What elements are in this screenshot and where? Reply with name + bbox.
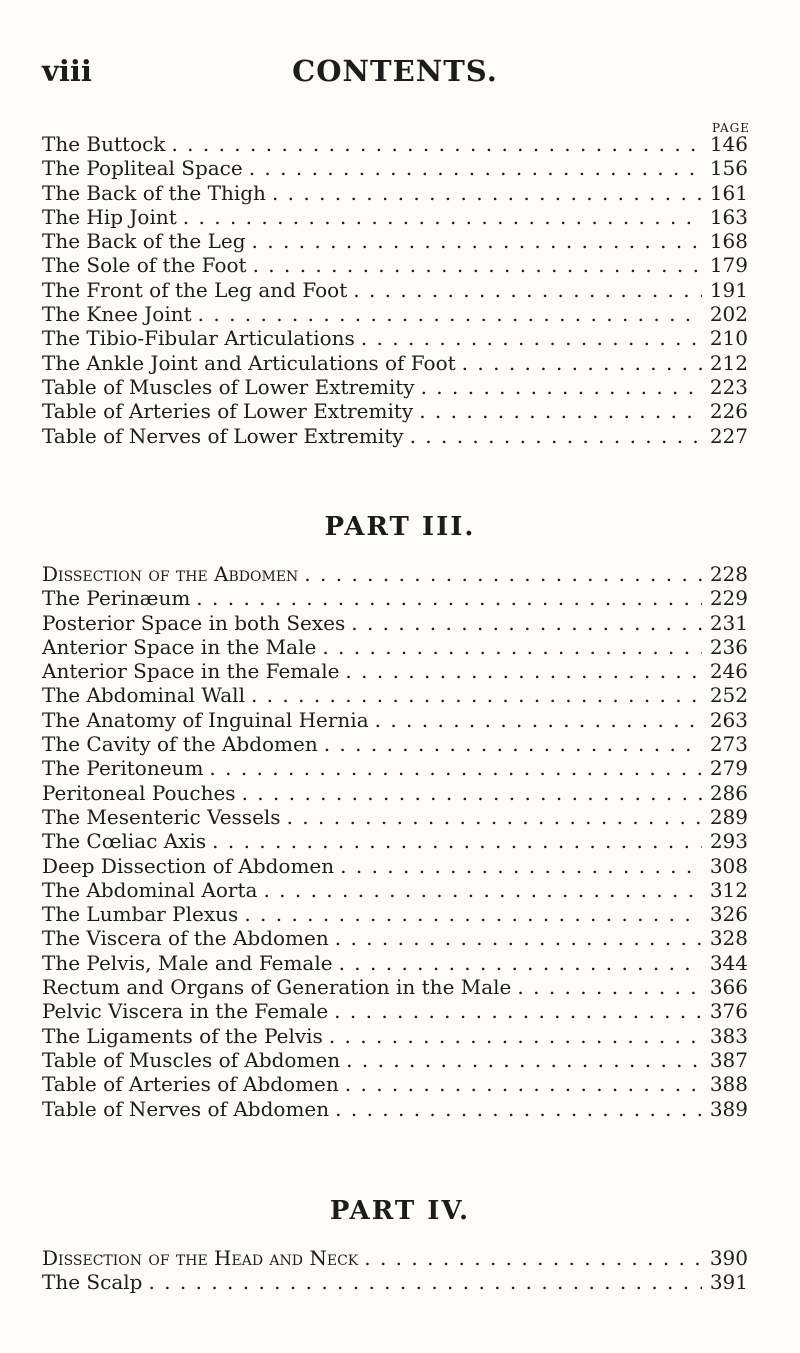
toc-entry-page: 191 <box>709 277 748 302</box>
toc-entry-title: Rectum and Organs of Generation in the Male <box>42 975 512 1000</box>
toc-entry-title: The Knee Joint <box>42 302 192 327</box>
toc-entry <box>42 1072 748 1096</box>
dot-leader <box>333 951 702 975</box>
toc-entry-title: The Front of the Leg and Foot <box>42 277 348 302</box>
toc-entry <box>42 302 748 326</box>
page-number: viii <box>42 54 92 88</box>
toc-entry <box>42 1097 748 1121</box>
toc-entry-page: 387 <box>709 1047 748 1072</box>
toc-entry-title: Posterior Space in both Sexes <box>42 610 346 635</box>
toc-entry-title: The Buttock <box>42 132 166 156</box>
page-column-label: PAGE <box>712 121 750 135</box>
toc-entry <box>42 375 748 399</box>
toc-entry-title: The Scalp <box>42 1270 143 1295</box>
dot-leader <box>238 902 702 926</box>
toc-entry <box>42 562 748 586</box>
toc-entry <box>42 683 748 707</box>
dot-leader <box>347 278 702 302</box>
toc-entry-page: 146 <box>709 132 748 156</box>
dot-leader <box>355 326 702 350</box>
toc-entry-title: The Ankle Joint and Articulations of Foot <box>42 350 456 375</box>
dot-leader <box>323 1024 702 1048</box>
toc-entry <box>42 756 748 780</box>
toc-entry-page: 312 <box>709 877 748 902</box>
toc-entry-page: 236 <box>709 634 748 659</box>
toc-entry <box>42 586 748 610</box>
dot-leader <box>246 229 702 253</box>
part-heading: PART III. <box>324 512 476 542</box>
toc-entry-page: 246 <box>709 659 748 684</box>
toc-entry <box>42 878 748 902</box>
toc-entry-page: 161 <box>709 180 748 205</box>
toc-entry-page: 383 <box>709 1023 748 1048</box>
toc-entry-title: The Anatomy of Inguinal Hernia <box>42 707 369 732</box>
toc-entry <box>42 902 748 926</box>
toc-entry <box>42 278 748 302</box>
toc-entry <box>42 253 748 277</box>
dot-leader <box>340 1048 702 1072</box>
toc-entry-title: The Cavity of the Abdomen <box>42 732 318 757</box>
toc-entry-page: 163 <box>709 204 748 229</box>
dot-leader <box>316 635 702 659</box>
toc-entry-page: 389 <box>709 1096 748 1121</box>
dot-leader <box>245 683 702 707</box>
dot-leader <box>339 659 702 683</box>
toc-entry <box>42 732 748 756</box>
toc-entry-page: 228 <box>709 562 748 586</box>
dot-leader <box>358 1246 702 1270</box>
dot-leader <box>318 732 702 756</box>
dot-leader <box>415 375 702 399</box>
toc-entry-page: 223 <box>709 374 748 399</box>
dot-leader <box>329 926 702 950</box>
toc-entry-title: The Abdominal Aorta <box>42 877 258 902</box>
toc-entry-title: The Ligaments of the Pelvis <box>42 1023 323 1048</box>
dot-leader <box>142 1270 702 1294</box>
toc-entry <box>42 399 748 423</box>
toc-entry <box>42 926 748 950</box>
dot-leader <box>257 878 702 902</box>
toc-entry <box>42 708 748 732</box>
toc-entry-page: 202 <box>709 302 748 327</box>
toc-entry-page: 179 <box>709 253 748 278</box>
toc-entry-title: The Popliteal Space <box>42 156 243 181</box>
dot-leader <box>243 156 702 180</box>
toc-entry-page: 388 <box>709 1072 748 1097</box>
toc-entry <box>42 229 748 253</box>
dot-leader <box>369 708 702 732</box>
toc-entry <box>42 205 748 229</box>
toc-entry <box>42 156 748 180</box>
dot-leader <box>404 424 702 448</box>
toc-entry-title: The Back of the Leg <box>42 229 246 254</box>
dot-leader <box>203 756 702 780</box>
part-heading: PART IV. <box>329 1196 471 1226</box>
toc-entry-title: The Pelvis, Male and Female <box>42 950 333 975</box>
toc-entry <box>42 854 748 878</box>
toc-entry-page: 344 <box>709 950 748 975</box>
toc-entry <box>42 829 748 853</box>
toc-entry-title: The Perinæum <box>42 586 191 611</box>
toc-entry-page: 328 <box>709 926 748 951</box>
toc-entry-page: 308 <box>709 853 748 878</box>
dot-leader <box>329 1097 702 1121</box>
toc-entry <box>42 999 748 1023</box>
toc-entry <box>42 181 748 205</box>
toc-entry-title: The Lumbar Plexus <box>42 902 239 927</box>
toc-entry-title: Table of Arteries of Abdomen <box>42 1072 339 1097</box>
toc-entry <box>42 351 748 375</box>
running-head: CONTENTS. <box>292 54 498 88</box>
toc-entry <box>42 975 748 999</box>
toc-entry-page: 231 <box>709 610 748 635</box>
toc-entry-page: 227 <box>709 423 748 448</box>
toc-entry-title: The Cœliac Axis <box>42 829 207 854</box>
toc-entry-page: 376 <box>709 999 748 1024</box>
toc-entry-page: 212 <box>709 350 748 375</box>
dot-leader <box>334 854 702 878</box>
toc-entry <box>42 326 748 350</box>
toc-entry <box>42 781 748 805</box>
dot-leader <box>328 999 702 1023</box>
dot-leader <box>266 181 702 205</box>
toc-entry <box>42 424 748 448</box>
toc-entry-page: 156 <box>709 156 748 181</box>
dot-leader <box>177 205 702 229</box>
toc-entry <box>42 659 748 683</box>
toc-entry <box>42 1048 748 1072</box>
toc-entry-title: The Mesenteric Vessels <box>42 804 281 829</box>
toc-entry-title: Table of Nerves of Lower Extremity <box>42 423 404 448</box>
toc-entry-title: The Back of the Thigh <box>42 180 266 205</box>
dot-leader <box>456 351 702 375</box>
toc-entry-title: The Abdominal Wall <box>42 683 245 708</box>
dot-leader <box>281 805 702 829</box>
dot-leader <box>511 975 702 999</box>
toc-entry <box>42 1246 748 1270</box>
toc-entry <box>42 951 748 975</box>
toc-entry <box>42 1024 748 1048</box>
toc-entry-page: 263 <box>709 707 748 732</box>
toc-entry <box>42 635 748 659</box>
toc-entry-page: 391 <box>709 1270 748 1295</box>
toc-entry-title: The Tibio-Fibular Articulations <box>42 326 355 351</box>
toc-entry <box>42 1270 748 1294</box>
dot-leader <box>247 253 702 277</box>
toc-entry-page: 326 <box>709 902 748 927</box>
toc-entry-page: 168 <box>709 229 748 254</box>
toc-entry-page: 210 <box>709 326 748 351</box>
dot-leader <box>165 132 702 156</box>
toc-entry-title: Peritoneal Pouches <box>42 780 236 805</box>
toc-entry-title: Dissection of the Abdomen <box>42 562 299 586</box>
toc-entry-page: 273 <box>709 732 748 757</box>
toc-entry-title: The Sole of the Foot <box>42 253 247 278</box>
page-header <box>42 54 748 90</box>
toc-entry-title: The Viscera of the Abdomen <box>42 926 329 951</box>
toc-entry-title: Dissection of the Head and Neck <box>42 1246 359 1270</box>
dot-leader <box>236 781 702 805</box>
dot-leader <box>339 1072 702 1096</box>
toc-entry-page: 286 <box>709 780 748 805</box>
toc-entry-title: Table of Muscles of Lower Extremity <box>42 374 415 399</box>
toc-entry-title: Table of Nerves of Abdomen <box>42 1096 330 1121</box>
toc-entry-page: 390 <box>709 1246 748 1270</box>
toc-entry <box>42 805 748 829</box>
toc-entry-title: Table of Arteries of Lower Extremity <box>42 399 414 424</box>
toc-entry <box>42 132 748 156</box>
toc-entry-title: The Hip Joint <box>42 204 177 229</box>
toc-entry-page: 289 <box>709 804 748 829</box>
toc-entry-page: 279 <box>709 756 748 781</box>
toc-entry-title: Anterior Space in the Female <box>42 659 340 684</box>
dot-leader <box>413 399 702 423</box>
toc-entry-title: The Peritoneum <box>42 756 204 781</box>
toc-entry <box>42 611 748 635</box>
toc-entry-title: Anterior Space in the Male <box>42 634 317 659</box>
dot-leader <box>345 611 702 635</box>
toc-entry-title: Deep Dissection of Abdomen <box>42 853 335 878</box>
toc-entry-page: 293 <box>709 829 748 854</box>
toc-entry-page: 229 <box>709 586 748 611</box>
toc-list-part-4 <box>42 1246 748 1295</box>
toc-entry-page: 226 <box>709 399 748 424</box>
toc-entry-title: Pelvic Viscera in the Female <box>42 999 329 1024</box>
toc-entry-title: Table of Muscles of Abdomen <box>42 1047 341 1072</box>
dot-leader <box>206 829 702 853</box>
toc-entry-page: 366 <box>709 975 748 1000</box>
toc-list-lower-extremity <box>42 132 748 448</box>
toc-list-part-3 <box>42 562 748 1121</box>
dot-leader <box>190 586 702 610</box>
toc-entry-page: 252 <box>709 683 748 708</box>
dot-leader <box>298 562 702 586</box>
dot-leader <box>192 302 702 326</box>
